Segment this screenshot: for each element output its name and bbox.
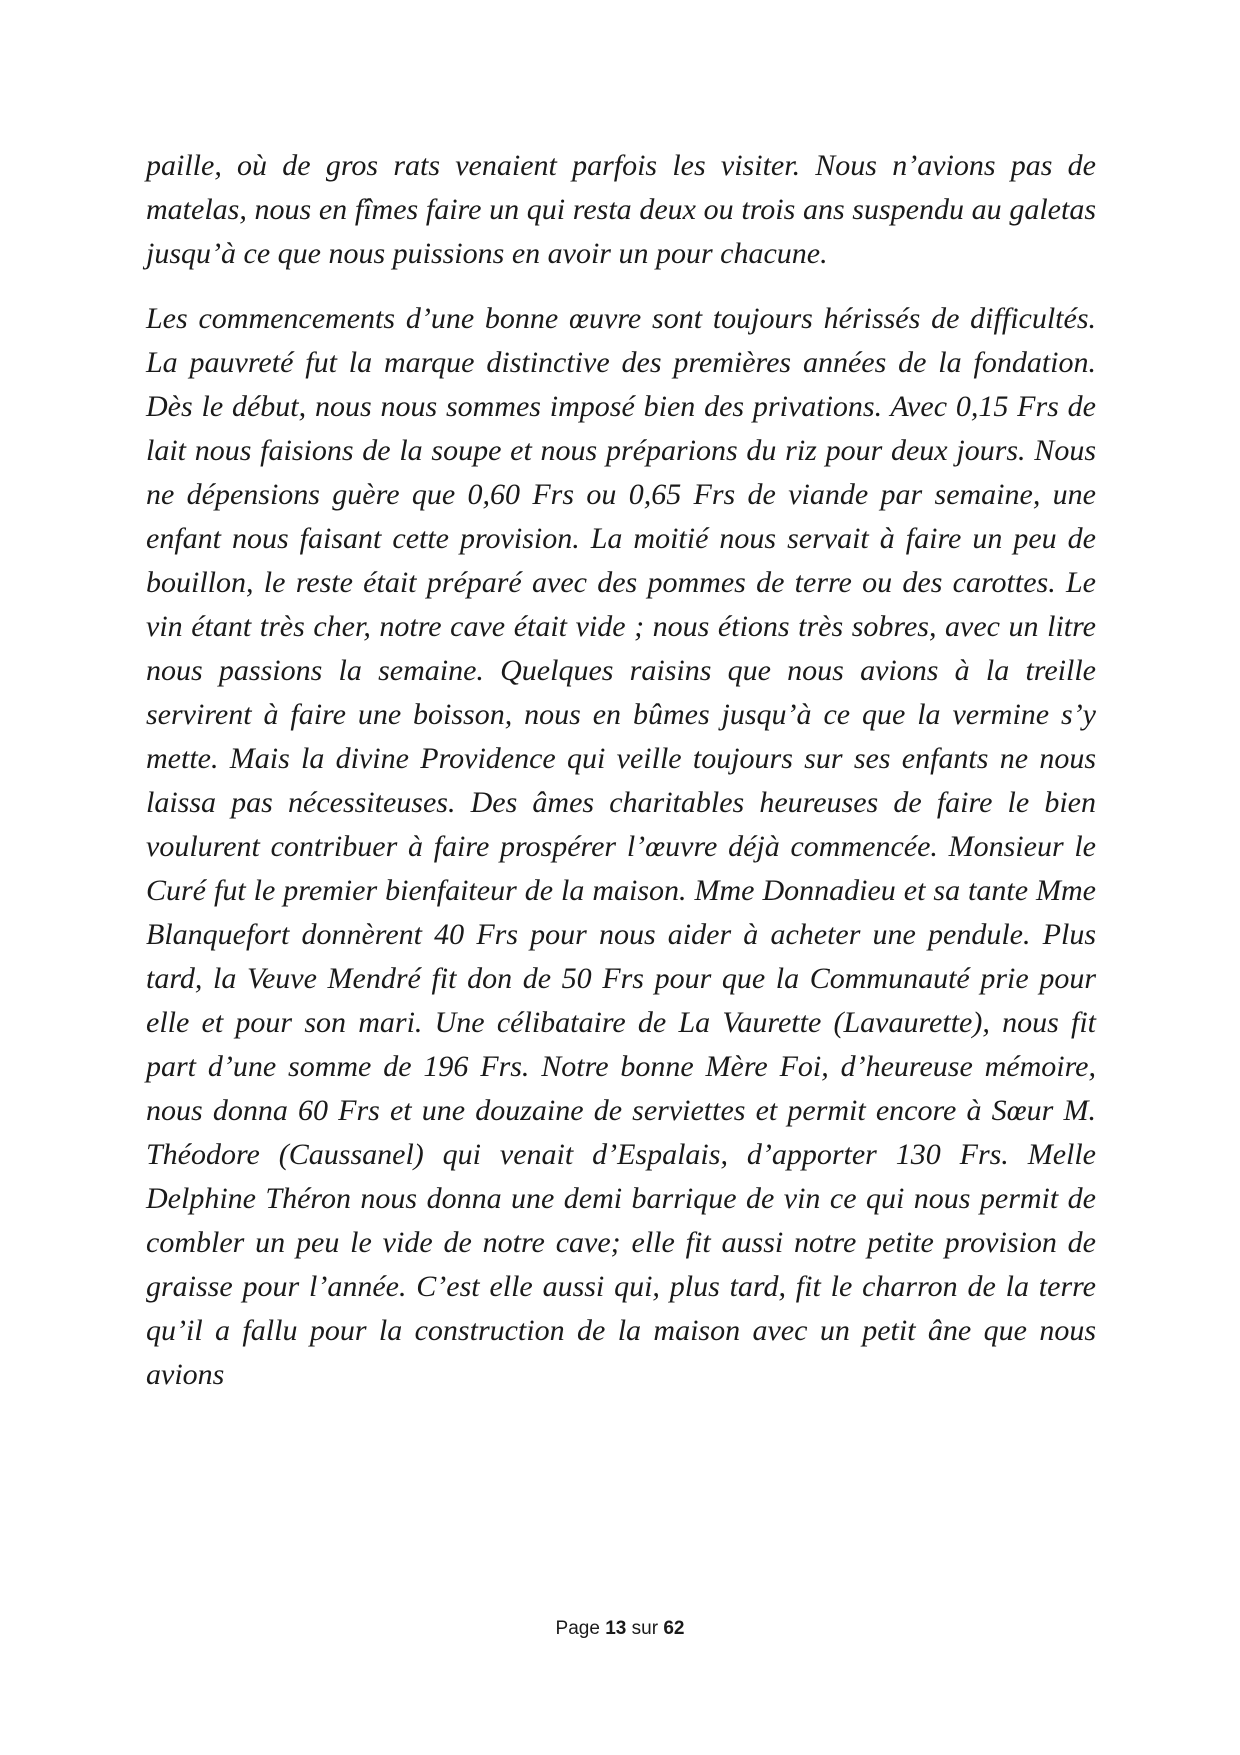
total-page-count: 62 bbox=[663, 1618, 685, 1639]
paragraph-1: paille, où de gros rats venaient parfois les visiter. Nous n’avions pas de matelas, nous en fîmes faire un qui resta deux ou trois ans suspendu au galetas jusqu’à ce que nous puissions en avoir un pour chacune. bbox=[146, 149, 1096, 270]
page-footer bbox=[0, 1618, 1240, 1640]
current-page-number: 13 bbox=[605, 1618, 627, 1639]
body-text bbox=[146, 144, 1096, 1418]
page-separator: sur bbox=[631, 1618, 659, 1639]
page-label: Page bbox=[555, 1618, 600, 1639]
paragraph-2: Les commencements d’une bonne œuvre sont toujours hérissés de difficultés. La pauvreté fut la marque distinctive des premières années de la fondation. Dès le début, nous nous sommes imposé bien des privations. Avec 0,15 Frs de lait nous faisions de la soupe et nous préparions du riz pour deux jours. Nous ne dépensions guère que 0,60 Frs ou 0,65 Frs de viande par semaine, une enfant nous faisant cette provision. La moitié nous servait à faire un peu de bouillon, le reste était préparé avec des pommes de terre ou des carottes. Le vin étant très cher, notre cave était vide ; nous étions très sobres, avec un litre nous passions la semaine. Quelques raisins que nous avions à la treille servirent à faire une boisson, nous en bûmes jusqu’à ce que la vermine s’y mette. Mais la divine Providence qui veille toujours sur ses enfants ne nous laissa pas nécessiteuses. Des âmes charitables heureuses de faire le bien voulurent contribuer à faire prospérer l’œuvre déjà commencée. Monsieur le Curé fut le premier bienfaiteur de la maison. Mme Donnadieu et sa tante Mme Blanquefort donnèrent 40 Frs pour nous aider à acheter une pendule. Plus tard, la Veuve Mendré fit don de 50 Frs pour que la Communauté prie pour elle et pour son mari. Une célibataire de La Vaurette (Lavaurette), nous fit part d’une somme de 196 Frs. Notre bonne Mère Foi, d’heureuse mémoire, nous donna 60 Frs et une douzaine de serviettes et permit encore à Sœur M. Théodore (Caussanel) qui venait d’Espalais, d’apporter 130 Frs. Melle Delphine Théron nous donna une demi barrique de vin ce qui nous permit de combler un peu le vide de notre cave; elle fit aussi notre petite provision de graisse pour l’année. C’est elle aussi qui, plus tard, fit le charron de la terre qu’il a fallu pour la construction de la maison avec un petit âne que nous avions bbox=[146, 302, 1096, 1391]
